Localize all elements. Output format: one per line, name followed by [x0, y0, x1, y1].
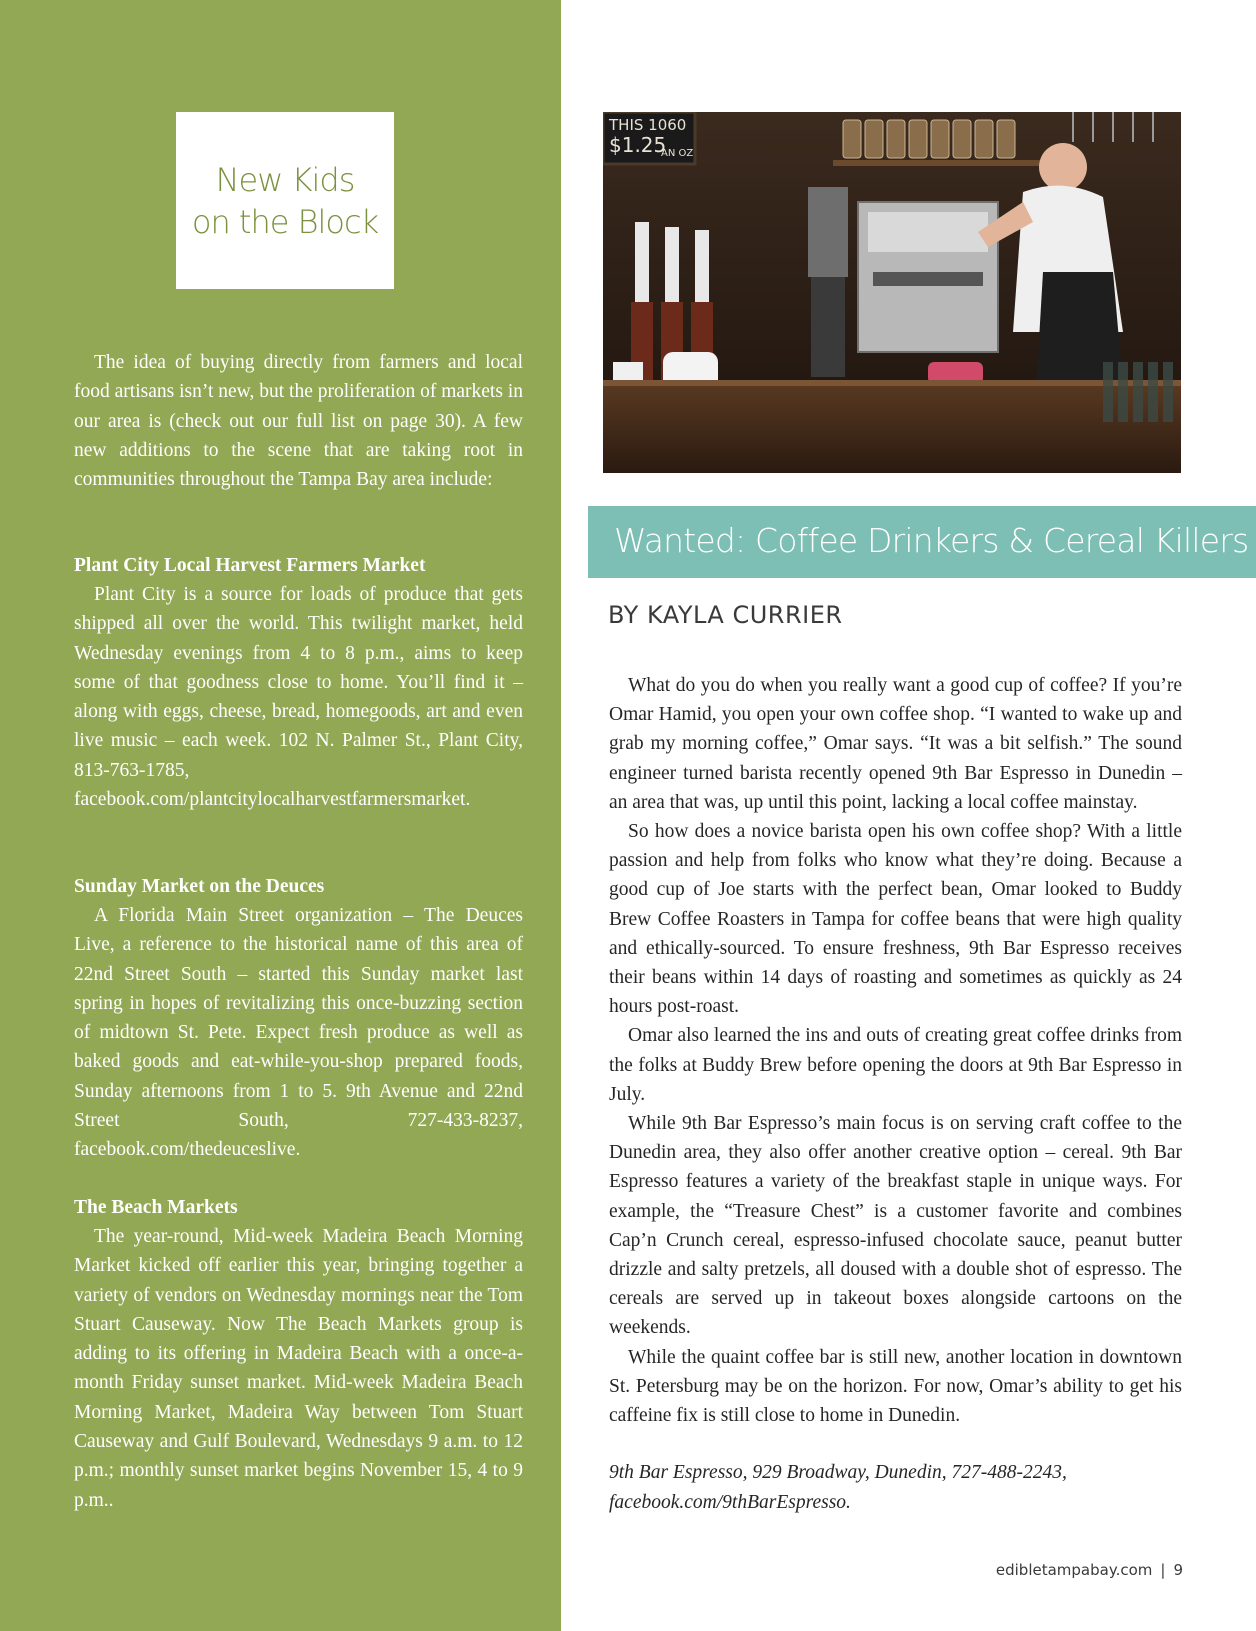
chalkboard-line-1: THIS 1060 — [609, 116, 687, 134]
barista-photo — [603, 112, 1181, 473]
article-body — [609, 671, 1182, 1430]
section-title-line-1: New Kids — [215, 160, 355, 199]
business-address: 9th Bar Espresso, 929 Broadway, Dunedin, 727-488-2243, — [609, 1462, 1067, 1483]
section-title-line-2: on the Block — [191, 202, 379, 241]
page-footer — [996, 1558, 1183, 1582]
market-body-deuces: A Florida Main Street organization – The Deuces Live, a reference to the historical name of this area of 22nd Street South – started this Sunday market last spring in hopes of revitalizing this once-buzzing section of midtown St. Pete. Expect fresh produce as well as baked goods and eat-while-you-shop prepared foods, Sunday afternoons from 1 to 5. 9th Avenue and 22nd Street South, 727-433-8237, facebook.com/thedeuceslive. — [74, 905, 523, 1161]
article-paragraph: What do you do when you really want a good cup of coffee? If you’re Omar Hamid, you open your own coffee shop. “I wanted to wake up and grab my morning coffee,” Omar says. “It was a bit selfish.” The sound engineer turned barista recently opened 9th Bar Espresso in Dunedin – an area that was, up until this point, lacking a local coffee mainstay. — [609, 675, 1182, 813]
article-paragraph: Omar also learned the ins and outs of creating great coffee drinks from the folks at Buddy Brew before opening the doors at 9th Bar Espresso in July. — [609, 1025, 1182, 1105]
intro-paragraph: The idea of buying directly from farmers and local food artisans isn’t new, but the proliferation of markets in our area is (check out our full list on page 30). A few new additions to the scene that are taking root in communities throughout the Tampa Bay area include: — [74, 352, 523, 491]
business-facebook: facebook.com/9thBarEspresso. — [609, 1492, 851, 1513]
article-byline: BY KAYLA CURRIER — [608, 601, 843, 629]
market-heading-plant-city: Plant City Local Harvest Farmers Market — [74, 555, 426, 576]
footer-site: edibletampabay.com — [995, 1561, 1153, 1579]
article-title: Wanted: Coffee Drinkers & Cereal Killers — [614, 521, 1249, 560]
market-body-plant-city: Plant City is a source for loads of produce that gets shipped all over the world. This twilight market, held Wednesday evenings from 4 to 8 p.m., aims to keep some of that goodness close to home. You’ll find it – along with eggs, cheese, bread, homegoods, art and even live music – each week. 102 N. Palmer St., Plant City, 813-763-1785, facebook.com/plantcitylocalharvestfarmersmarket. — [74, 584, 523, 811]
business-info — [609, 1458, 1182, 1518]
section-title-box — [176, 112, 394, 289]
market-body-beach: The year-round, Mid-week Madeira Beach Morning Market kicked off earlier this year, bringing together a variety of vendors on Wednesday mornings near the Tom Stuart Causeway. Now The Beach Markets group is adding to its offering in Madeira Beach with a once-a-month Friday sunset market. Mid-week Madeira Beach Morning Market, Madeira Way between Tom Stuart Causeway and Gulf Boulevard, Wednesdays 9 a.m. to 12 p.m.; monthly sunset market begins November 15, 4 to 9 p.m.. — [74, 1226, 523, 1511]
section-title — [192, 159, 378, 243]
page-number: 9 — [1173, 1561, 1183, 1579]
market-heading-beach: The Beach Markets — [74, 1197, 238, 1218]
coffee-bar-illustration — [603, 112, 1181, 473]
article-paragraph: While 9th Bar Espresso’s main focus is on serving craft coffee to the Dunedin area, they also offer another creative option – cereal. 9th Bar Espresso features a variety of the breakfast staple in unique ways. For example, the “Treasure Chest” is a customer favorite and combines Cap’n Crunch cereal, espresso-infused chocolate sauce, peanut butter drizzle and salty pretzels, all doused with a double shot of espresso. The cereals are served up in takeout boxes alongside cartoons on the weekends. — [609, 1113, 1182, 1339]
sidebar-panel — [0, 0, 561, 1631]
chalkboard-line-3: AN OZ — [661, 148, 694, 159]
article-paragraph: While the quaint coffee bar is still new, another location in downtown St. Petersburg may be on the horizon. For now, Omar’s ability to get his caffeine fix is still close to home in Dunedin. — [609, 1346, 1182, 1427]
market-heading-deuces: Sunday Market on the Deuces — [74, 876, 325, 897]
footer-separator: | — [1160, 1561, 1166, 1579]
chalkboard-line-2: $1.25 — [609, 133, 667, 157]
article-paragraph: So how does a novice barista open his own coffee shop? With a little passion and help from folks who know what they’re doing. Because a good cup of Joe starts with the perfect bean, Omar looked to Buddy Brew Coffee Roasters in Tampa for coffee beans that were high quality and ethically-sourced. To ensure freshness, 9th Bar Espresso receives their beans within 14 days of roasting and sometimes as quickly as 24 hours post-roast. — [609, 821, 1182, 1018]
article-title-banner — [588, 506, 1256, 578]
